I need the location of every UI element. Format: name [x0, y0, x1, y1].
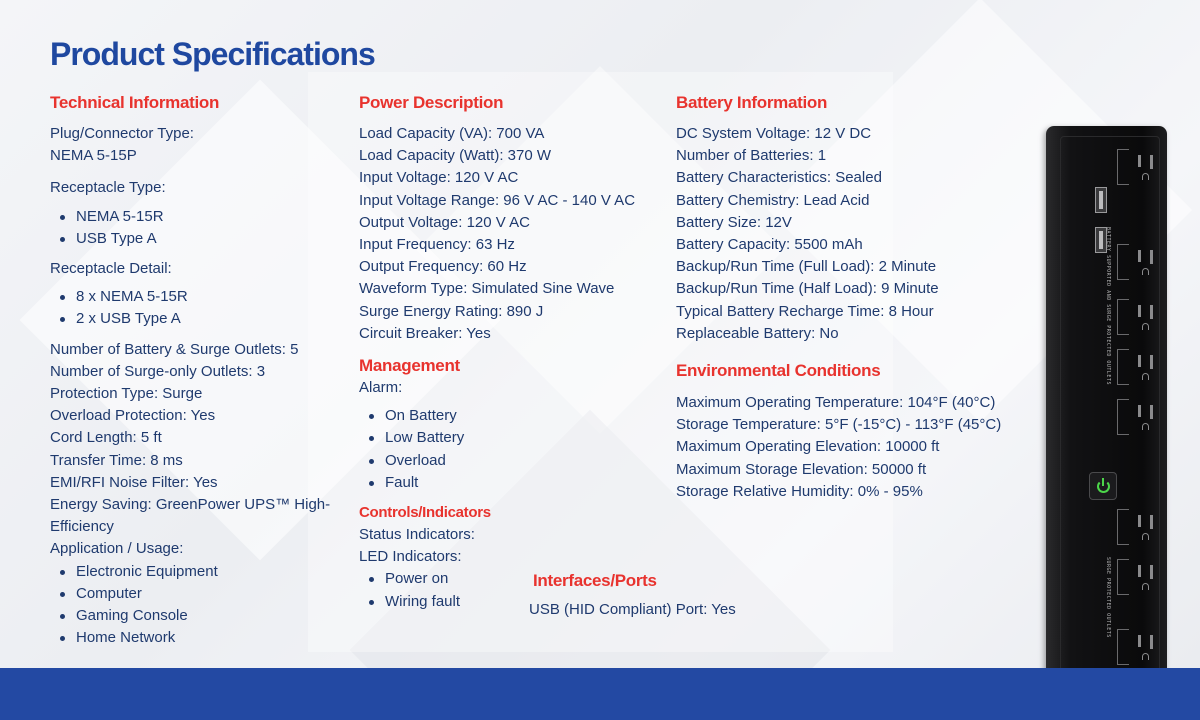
power-description-section [359, 92, 659, 613]
power-description-title: Power Description [359, 93, 504, 112]
application-label: Application / Usage: [50, 540, 184, 558]
interfaces-ports-section [529, 570, 809, 618]
list-item: 2 x USB Type A [50, 308, 335, 330]
list-item: Overload [359, 450, 659, 472]
spec-line: Input Voltage: 120 V AC [359, 169, 519, 187]
battery-outlets-label: BATTERY SUPPORTED AND SURGE PROTECTED OUTLETS [1105, 227, 1111, 385]
technical-information-title: Technical Information [50, 93, 220, 112]
spec-line: Backup/Run Time (Half Load): 9 Minute [676, 280, 939, 298]
spec-line: Energy Saving: GreenPower UPS™ High-Efficiency [50, 496, 331, 536]
device-faceplate [1060, 136, 1160, 682]
application-list [50, 561, 335, 650]
spec-line: USB (HID Compliant) Port: Yes [529, 601, 736, 618]
alarm-list [359, 405, 659, 494]
battery-information-section [676, 92, 1036, 503]
alarm-label: Alarm: [359, 379, 403, 397]
list-item: Low Battery [359, 427, 659, 449]
outlet-icon [1131, 147, 1161, 187]
spec-line: Overload Protection: Yes [50, 407, 216, 425]
spec-line: Battery Size: 12V [676, 213, 792, 231]
status-indicators-label: Status Indicators: [359, 526, 475, 544]
spec-line: Maximum Operating Elevation: 10000 ft [676, 438, 940, 456]
spec-line: Number of Surge-only Outlets: 3 [50, 362, 266, 380]
spec-line: Input Voltage Range: 96 V AC - 140 V AC [359, 191, 636, 209]
plug-label: Plug/Connector Type: [50, 125, 194, 142]
spec-line: Cord Length: 5 ft [50, 429, 162, 447]
list-item: Gaming Console [50, 605, 335, 627]
spec-line: Output Frequency: 60 Hz [359, 258, 527, 276]
spec-line: Waveform Type: Simulated Sine Wave [359, 280, 615, 298]
battery-information-title: Battery Information [676, 93, 828, 112]
spec-line: Surge Energy Rating: 890 J [359, 302, 544, 320]
plug-value: NEMA 5-15P [50, 147, 137, 165]
spec-line: Typical Battery Recharge Time: 8 Hour [676, 302, 934, 320]
spec-line: Protection Type: Surge [50, 385, 203, 403]
spec-line: Replaceable Battery: No [676, 324, 839, 342]
footer-bar [0, 668, 1200, 720]
list-item: NEMA 5-15R [50, 206, 335, 228]
outlet-icon [1131, 347, 1161, 387]
surge-outlets-label: SURGE PROTECTED OUTLETS [1105, 557, 1111, 638]
list-item: Electronic Equipment [50, 561, 335, 583]
receptacle-detail-list [50, 286, 335, 330]
spec-line: Output Voltage: 120 V AC [359, 213, 530, 231]
spec-line: Input Frequency: 63 Hz [359, 236, 515, 254]
spec-line: Battery Chemistry: Lead Acid [676, 191, 870, 209]
outlet-icon [1131, 242, 1161, 282]
receptacle-type-label: Receptacle Type: [50, 179, 166, 197]
receptacle-detail-label: Receptacle Detail: [50, 260, 172, 278]
ups-device-image [1046, 126, 1167, 691]
spec-line: EMI/RFI Noise Filter: Yes [50, 473, 218, 491]
list-item: 8 x NEMA 5-15R [50, 286, 335, 308]
spec-line: Battery Capacity: 5500 mAh [676, 236, 863, 254]
led-indicators-label: LED Indicators: [359, 548, 462, 566]
controls-indicators-title: Controls/Indicators [359, 504, 491, 522]
interfaces-ports-title: Interfaces/Ports [533, 571, 657, 590]
list-item: USB Type A [50, 228, 335, 250]
power-button-icon [1089, 472, 1117, 500]
list-item: On Battery [359, 405, 659, 427]
spec-line: Number of Batteries: 1 [676, 147, 827, 165]
list-item: Home Network [50, 627, 335, 649]
spec-line: DC System Voltage: 12 V DC [676, 125, 872, 142]
management-title: Management [359, 356, 460, 376]
spec-line: Number of Battery & Surge Outlets: 5 [50, 340, 299, 358]
spec-line: Storage Temperature: 5°F (-15°C) - 113°F (45°C) [676, 416, 1002, 434]
spec-line: Maximum Operating Temperature: 104°F (40°C) [676, 394, 996, 412]
spec-line: Transfer Time: 8 ms [50, 451, 183, 469]
technical-information-section [50, 92, 335, 649]
list-item: Computer [50, 583, 335, 605]
list-item: Wiring fault [359, 591, 659, 613]
environmental-conditions-title: Environmental Conditions [676, 361, 881, 381]
outlet-icon [1131, 557, 1161, 597]
spec-line: Backup/Run Time (Full Load): 2 Minute [676, 258, 937, 276]
spec-line: Load Capacity (Watt): 370 W [359, 147, 552, 165]
list-item: Fault [359, 472, 659, 494]
outlet-icon [1131, 297, 1161, 337]
spec-line: Circuit Breaker: Yes [359, 324, 491, 342]
outlet-icon [1131, 627, 1161, 667]
spec-line: Battery Characteristics: Sealed [676, 169, 882, 187]
outlet-icon [1131, 397, 1161, 437]
list-item: Power on [359, 568, 659, 590]
spec-line: Storage Relative Humidity: 0% - 95% [676, 482, 923, 500]
page-title: Product Specifications [50, 36, 375, 72]
receptacle-type-list [50, 206, 335, 250]
usb-port-icon [1095, 187, 1107, 213]
outlet-icon [1131, 507, 1161, 547]
spec-line: Maximum Storage Elevation: 50000 ft [676, 460, 927, 478]
spec-line: Load Capacity (VA): 700 VA [359, 125, 545, 142]
